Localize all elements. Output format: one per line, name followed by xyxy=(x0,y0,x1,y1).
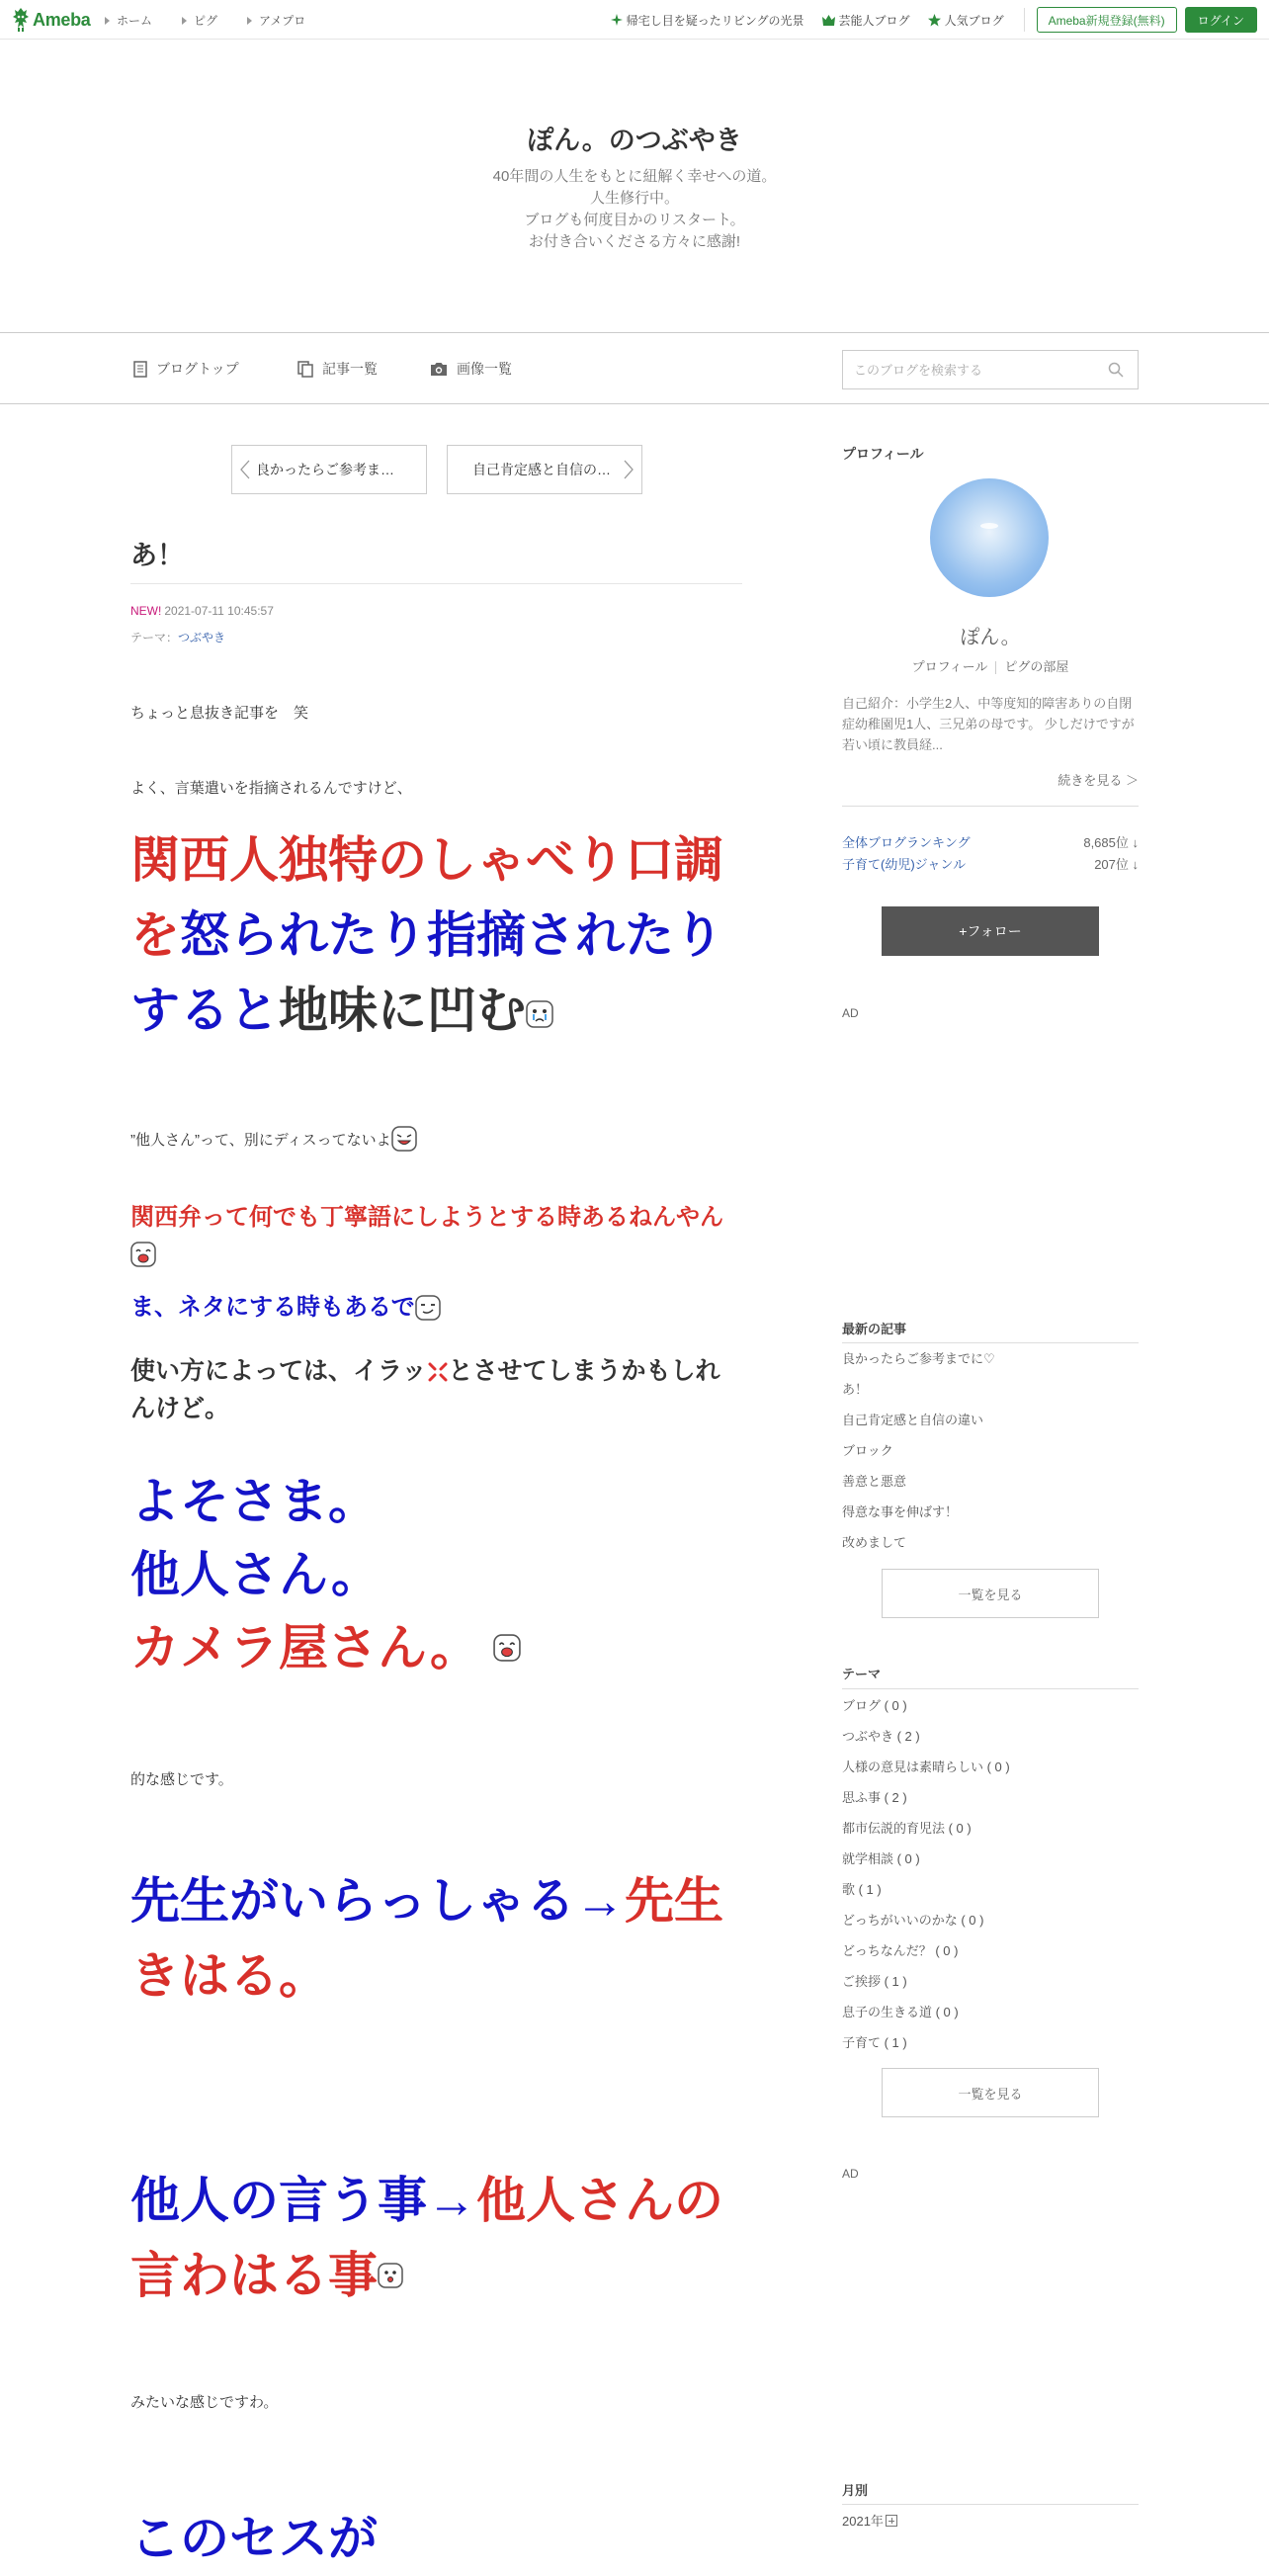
smirk-face-icon xyxy=(415,1295,441,1321)
nav-home[interactable]: ホーム xyxy=(105,12,152,29)
list-item[interactable]: どっちなんだ？ ( 0 ) xyxy=(842,1943,959,1958)
list-item[interactable]: あ！ xyxy=(842,1382,869,1397)
search-icon[interactable] xyxy=(1108,362,1124,378)
list-item[interactable]: 人様の意見は素晴らしい ( 0 ) xyxy=(842,1760,1010,1774)
kiss-face-icon xyxy=(378,2263,403,2288)
profile-links xyxy=(842,656,1139,675)
profile-heading: プロフィール xyxy=(842,446,924,462)
list-item[interactable]: 子育て ( 1 ) xyxy=(842,2035,907,2050)
blog-nav xyxy=(0,332,1269,404)
emphasis-block: 先生がいらっしゃる→先生 きはる。 xyxy=(130,1873,723,2004)
new-badge: NEW! xyxy=(130,604,162,618)
emphasis-block: このセスが xyxy=(130,2511,378,2566)
laughing-face-icon xyxy=(130,1242,156,1267)
list-item[interactable]: 改めまして xyxy=(842,1535,907,1550)
paragraph: ”他人さん”って、別にディスってないよ xyxy=(130,1126,417,1152)
nav-blog-top[interactable]: ブログトップ xyxy=(133,359,239,379)
nav-image-list[interactable]: 画像一覧 xyxy=(430,359,512,379)
grinning-face-icon xyxy=(391,1126,417,1152)
ameba-logo[interactable] xyxy=(12,7,91,33)
chevron-right-icon xyxy=(624,460,634,479)
ameba-logo-icon xyxy=(12,7,30,33)
article-title[interactable]: あ！ xyxy=(130,541,184,570)
see-all-themes-button[interactable]: 一覧を見る xyxy=(882,2068,1099,2117)
login-button[interactable]: ログイン xyxy=(1185,7,1257,33)
paragraph: ちょっと息抜き記事を 笑 xyxy=(130,705,309,722)
chevron-left-icon xyxy=(240,460,250,479)
list-item[interactable]: 得意な事を伸ばす！ xyxy=(842,1504,959,1519)
sky-image xyxy=(930,478,1049,597)
anger-mark-icon xyxy=(427,1361,449,1383)
theme-list xyxy=(842,1690,1139,2058)
avatar[interactable] xyxy=(930,478,1049,597)
list-item[interactable]: 善意と悪意 xyxy=(842,1474,907,1489)
divider xyxy=(842,1688,1139,1689)
next-article-button[interactable]: 自己肯定感と自信の… xyxy=(447,445,642,494)
topbar-right xyxy=(593,7,1257,33)
search-input[interactable] xyxy=(854,363,1091,378)
emphasis-block: 関西弁って何でも丁寧語にしようとする時あるねんやん xyxy=(130,1200,753,1271)
triangle-right-icon xyxy=(247,17,252,25)
camera-icon xyxy=(430,362,448,377)
paragraph: 的な感じです。 xyxy=(130,1771,233,1788)
monthly-heading: 月別 xyxy=(842,2483,869,2498)
profile-intro: 自己紹介：小学生2人、中等度知的障害ありの自閉症幼稚園児1人、三兄弟の母です。 少しだけですが若い頃に教員経... xyxy=(842,696,1135,752)
crying-face-icon xyxy=(526,1000,553,1028)
divider xyxy=(995,661,996,674)
sparkle-icon xyxy=(611,14,623,26)
list-item[interactable]: ブログ ( 0 ) xyxy=(842,1698,907,1713)
profile-link[interactable]: プロフィール xyxy=(911,659,988,674)
paragraph: みたいな感じですわ。 xyxy=(130,2394,279,2411)
list-item[interactable]: ご挨拶 ( 1 ) xyxy=(842,1974,907,1989)
follow-button[interactable]: +フォロー xyxy=(882,906,1099,956)
profile-name[interactable]: ぽん。 xyxy=(960,627,1021,648)
prev-article-button[interactable]: 良かったらご参考ま… xyxy=(231,445,427,494)
emphasis-block: 関西人独特のしゃべり口調 を怒られたり指摘されたり すると地味に凹む xyxy=(130,832,723,1038)
list-item[interactable]: つぶやき ( 2 ) xyxy=(842,1729,920,1744)
blog-description: 40年間の人生をもとに紐解く幸せへの道。 人生修行中。 ブログも何度目かのリスタート。 お付き合いくださる方々に感謝! xyxy=(492,168,777,250)
emphasis-block: 他人の言う事→他人さんの 言わはる事 xyxy=(130,2173,723,2303)
list-item[interactable]: 就学相談 ( 0 ) xyxy=(842,1851,920,1866)
nav-article-list[interactable]: 記事一覧 xyxy=(297,359,378,379)
ad-label: AD xyxy=(842,2167,859,2181)
theme-link[interactable]: つぶやき xyxy=(178,631,226,644)
divider xyxy=(1024,8,1025,32)
recent-articles-list xyxy=(842,1343,1139,1558)
see-all-articles-button[interactable]: 一覧を見る xyxy=(882,1569,1099,1618)
list-item[interactable]: 自己肯定感と自信の違い xyxy=(842,1413,984,1427)
paragraph: よく、言葉遣いを指摘されるんですけど、 xyxy=(130,780,412,797)
blog-title[interactable]: ぽん。のつぶやき xyxy=(527,126,742,155)
pigg-room-link[interactable]: ピグの部屋 xyxy=(1004,659,1069,674)
register-button[interactable]: Ameba新規登録(無料) xyxy=(1037,7,1177,33)
list-item[interactable]: 思ふ事 ( 2 ) xyxy=(842,1790,907,1805)
document-icon xyxy=(133,361,147,378)
divider xyxy=(842,806,1139,807)
ranking-genre[interactable]: 子育て(幼児)ジャンル 207位 ↓ xyxy=(842,857,1139,872)
emphasis-block: ま、ネタにする時もあるで xyxy=(130,1290,753,1326)
nav-pigg[interactable]: ピグ xyxy=(182,12,217,29)
triangle-right-icon xyxy=(105,17,110,25)
expand-plus-icon[interactable] xyxy=(886,2515,897,2527)
divider xyxy=(842,2504,1139,2505)
list-item[interactable]: 歌 ( 1 ) xyxy=(842,1882,882,1897)
ad-label: AD xyxy=(842,1006,859,1020)
logo-text: Ameba xyxy=(33,9,91,30)
global-header xyxy=(0,0,1269,40)
nav-amepro[interactable]: アメプロ xyxy=(247,12,305,29)
popular-blog-link[interactable]: 人気ブログ xyxy=(928,12,1004,29)
emphasis-block: よそさま。 他人さん。 カメラ屋さん。 xyxy=(130,1465,763,1684)
article-theme: テーマ：つぶやき xyxy=(130,631,226,644)
featured-link[interactable]: 帰宅し目を疑ったリビングの光景 xyxy=(611,12,804,29)
list-item[interactable]: 良かったらご参考までに♡ xyxy=(842,1351,995,1366)
blog-search xyxy=(842,350,1139,389)
recent-articles-heading: 最新の記事 xyxy=(842,1322,907,1336)
theme-heading: テーマ xyxy=(842,1667,882,1681)
ranking-overall[interactable]: 全体ブログランキング 8,685位 ↓ xyxy=(842,835,1139,850)
global-nav xyxy=(105,12,335,29)
list-item[interactable]: 息子の生きる道 ( 0 ) xyxy=(842,2005,959,2019)
read-more-link[interactable]: 続きを見る ＞ xyxy=(1058,773,1139,788)
divider xyxy=(130,583,742,584)
article-date: 2021-07-11 10:45:57 xyxy=(164,604,274,618)
documents-icon xyxy=(297,361,313,378)
emphasis-block: 使い方によっては、イラッ とさせてしまうかもしれ んけど。 xyxy=(130,1357,720,1422)
celebrity-blog-link[interactable]: 芸能人ブログ xyxy=(822,12,910,29)
list-item[interactable]: ブロック xyxy=(842,1443,893,1458)
triangle-right-icon xyxy=(182,17,187,25)
laughing-face-icon xyxy=(493,1634,521,1662)
list-item[interactable]: 都市伝説的育児法 ( 0 ) xyxy=(842,1821,972,1836)
article-meta xyxy=(130,604,274,618)
crown-icon xyxy=(822,15,835,26)
list-item[interactable]: どっちがいいのかな ( 0 ) xyxy=(842,1913,984,1928)
month-item[interactable]: 2021年 xyxy=(842,2511,897,2530)
star-icon xyxy=(928,14,941,27)
